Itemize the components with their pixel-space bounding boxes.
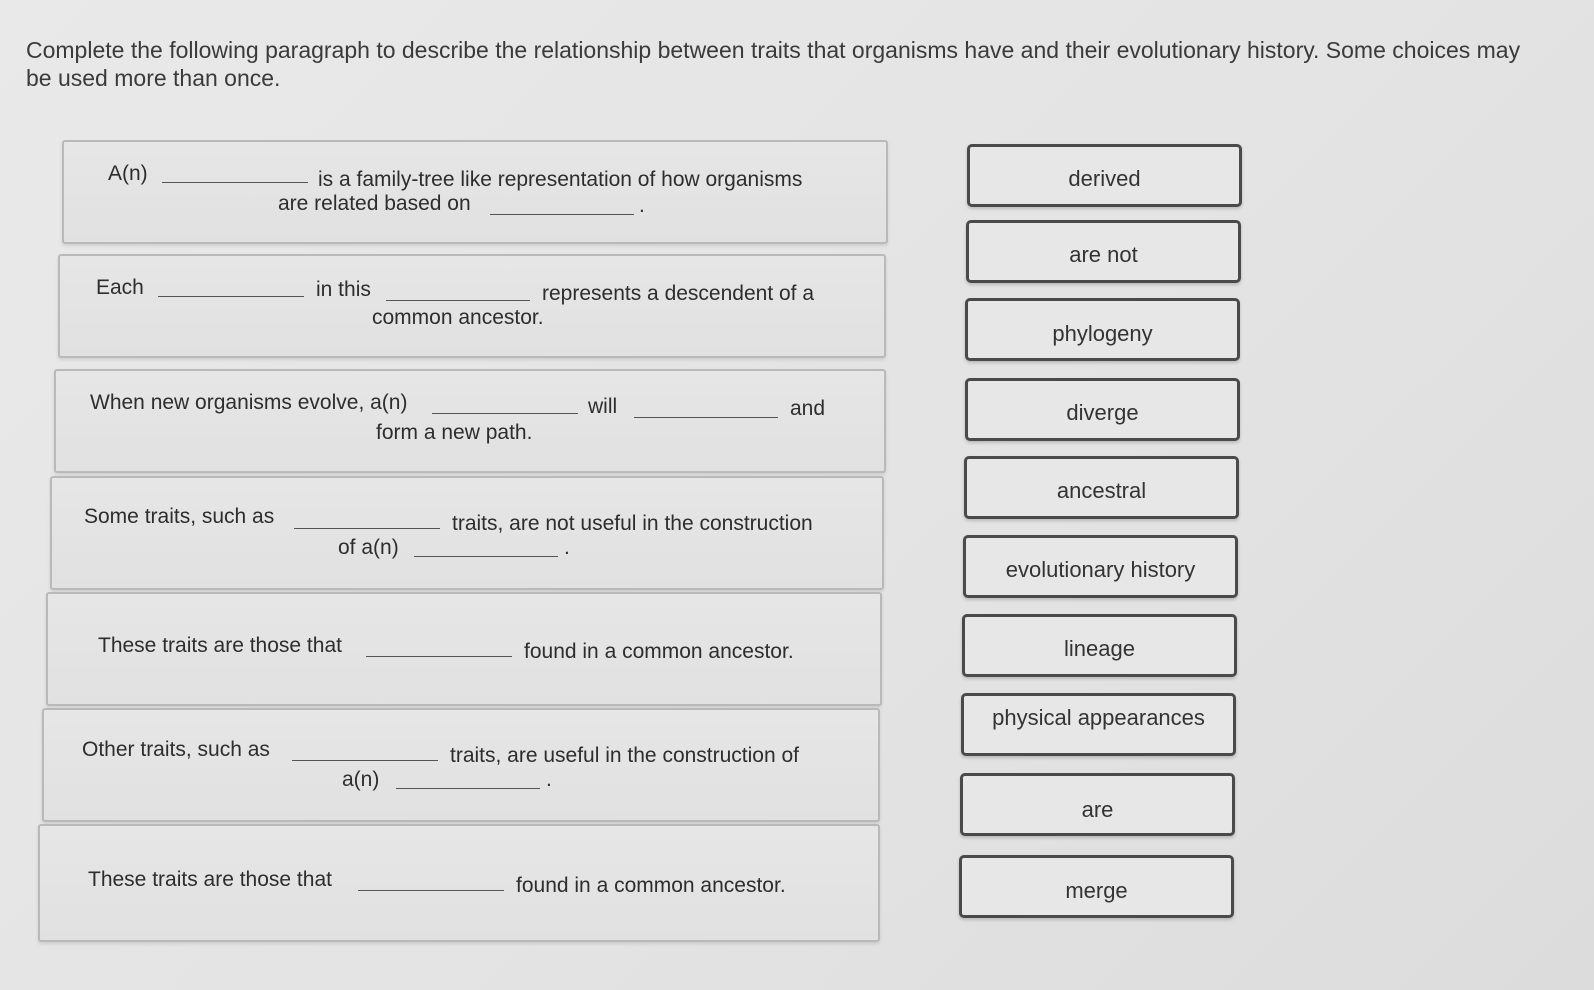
- sentence-text: Other traits, such as: [82, 738, 270, 761]
- answer-blank[interactable]: [162, 182, 308, 183]
- word-chip-lineage[interactable]: lineage: [962, 614, 1237, 677]
- sentence-card-1: [62, 140, 888, 244]
- word-chip-are[interactable]: are: [960, 773, 1235, 836]
- sentence-text: is a family-tree like representation of how organisms: [318, 168, 803, 191]
- sentence-text: will: [588, 395, 618, 418]
- sentence-text: When new organisms evolve, a(n): [90, 391, 408, 414]
- answer-blank[interactable]: [490, 214, 634, 215]
- period-mark: .: [639, 194, 645, 217]
- sentence-card-6: [42, 708, 880, 822]
- sentence-text: are related based on: [278, 192, 471, 215]
- instructions-text: Complete the following paragraph to describe the relationship between traits that organisms have and their evolutionary history. Some choices may be used more than once.: [26, 37, 1521, 91]
- word-chip-ancestral[interactable]: ancestral: [964, 456, 1239, 519]
- sentence-text: of a(n): [338, 536, 399, 559]
- sentence-text: a(n): [342, 768, 380, 791]
- sentence-card-4: [50, 476, 884, 590]
- word-chip-merge[interactable]: merge: [959, 855, 1234, 918]
- answer-blank[interactable]: [294, 528, 440, 529]
- word-chip-derived[interactable]: derived: [967, 144, 1242, 207]
- answer-blank[interactable]: [414, 556, 558, 557]
- word-chip-physical-appearances[interactable]: physical appearances: [961, 693, 1236, 756]
- sentence-text: found in a common ancestor.: [524, 640, 794, 663]
- answer-blank[interactable]: [358, 890, 504, 891]
- sentence-card-7: [38, 824, 880, 942]
- answer-blank[interactable]: [386, 300, 530, 301]
- sentence-text: Each: [96, 276, 144, 299]
- sentence-card-5: [46, 592, 882, 706]
- sentence-text: traits, are not useful in the construction: [452, 512, 813, 535]
- answer-blank[interactable]: [366, 656, 512, 657]
- sentence-text: A(n): [108, 162, 148, 185]
- sentence-text: in this: [316, 278, 371, 301]
- sentence-text: common ancestor.: [372, 306, 544, 329]
- sentence-text: found in a common ancestor.: [516, 874, 786, 897]
- word-chip-are-not[interactable]: are not: [966, 220, 1241, 283]
- period-mark: .: [564, 536, 570, 559]
- answer-blank[interactable]: [396, 788, 540, 789]
- sentence-text: These traits are those that: [88, 868, 332, 891]
- sentence-text: Some traits, such as: [84, 505, 275, 528]
- sentence-text: represents a descendent of a: [542, 282, 815, 305]
- word-chip-evolutionary-history[interactable]: evolutionary history: [963, 535, 1238, 598]
- answer-blank[interactable]: [158, 296, 304, 297]
- sentence-text: traits, are useful in the construction of: [450, 744, 800, 767]
- sentence-card-2: [58, 254, 886, 358]
- answer-blank[interactable]: [432, 413, 578, 414]
- sentence-text: and: [790, 397, 826, 420]
- period-mark: .: [546, 768, 552, 791]
- sentence-text: These traits are those that: [98, 634, 342, 657]
- word-chip-diverge[interactable]: diverge: [965, 378, 1240, 441]
- answer-blank[interactable]: [634, 417, 778, 418]
- word-chip-phylogeny[interactable]: phylogeny: [965, 298, 1240, 361]
- answer-blank[interactable]: [292, 760, 438, 761]
- sentence-text: form a new path.: [376, 421, 533, 444]
- sentence-card-3: [54, 369, 886, 473]
